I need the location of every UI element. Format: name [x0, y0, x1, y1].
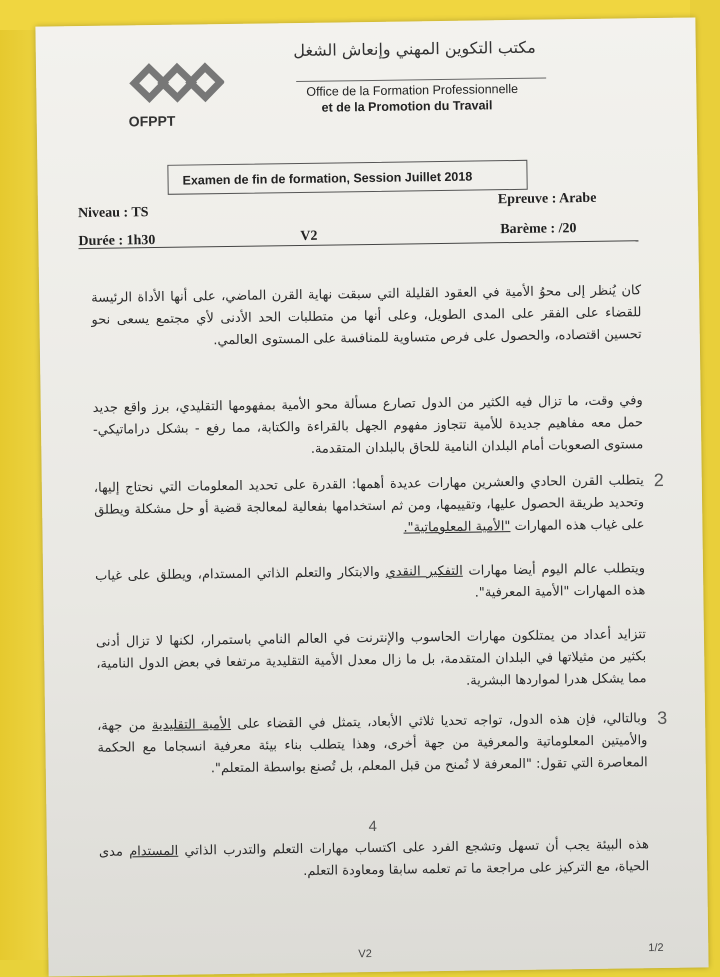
org-name-fr-line2: et de la Promotion du Travail: [321, 98, 493, 115]
footer-page-number: 1/2: [648, 941, 664, 955]
paragraph-3: [94, 470, 645, 544]
paragraph-6: [97, 708, 648, 782]
paragraph-2: وفي وقت، ما تزال فيه الكثير من الدول تصارع مسألة محو الأمية بمفهومها التقليدي، برز واقع جديد حمل معه مفاهيم جديدة للأمية تتجاوز مفهوم الجهل بالقراءة والكتابة، مما رفع - بشكل دراماتيكي- مستوى الصعوبات أمام البلدان النامية للحاق بالبلدان المتقدمة.: [92, 393, 644, 457]
paragraph-4-underlined: التفكير النقدي: [385, 563, 463, 580]
paragraph-6-text-a: وبالتالي، فإن هذه الدول، تواجه تحديا ثلاثي الأبعاد، يتمثل في القضاء على: [230, 711, 648, 732]
paragraph-7: [99, 834, 650, 886]
paragraph-6-underlined: الأمية التقليدية: [151, 716, 232, 734]
paragraph-4: [95, 558, 646, 610]
paragraph-4-text-a: ويتطلب عالم اليوم أيضا مهارات: [462, 561, 646, 579]
paragraph-6-text-b: من جهة، والأميتين المعلوماتية والمعرفية من جهة أخرى، وهذا يتطلب بناء بيئة معرفية انسجاما مع الحكمة المعاصرة التي تقول: "المعرفة لا تُمنح من قبل المعلم، بل تُصنع بواسطة المتعلم".: [97, 718, 648, 777]
niveau-label: Niveau : TS: [77, 205, 149, 222]
epreuve-label: Epreuve : Arabe: [497, 190, 597, 208]
paragraph-3-text: يتطلب القرن الحادي والعشرين مهارات عديدة أهمها: القدرة على تحديد المعلومات التي نحتاج إليها، وتحديد طريقة الحصول عليها، وتقييمها، ومن ثم استخدامها بفعالية لمعالجة قضية أو حل مشكلة ويطلق على غياب هذه المهارات: [93, 473, 645, 535]
paragraph-3-underlined: "الأمية المعلوماتية".: [403, 519, 511, 536]
exam-title: Examen de fin de formation, Session Juillet 2018: [182, 169, 473, 188]
org-name-fr-line1: Office de la Formation Professionnelle: [306, 81, 519, 99]
paragraph-7-text-a: هذه البيئة يجب أن تسهل وتشجع الفرد على اكتساب مهارات التعلم والتدرب الذاتي: [178, 837, 649, 859]
paragraph-1: كان يُنظر إلى محوُ الأمية في العقود القليلة التي سبقت نهاية القرن الماضي، على أنها الأداة الرئيسة للقضاء على الفقر على المدى الطويل، وعلى أنها من متطلبات الحد الأدنى لأي مجتمع يسعى نحو تحسين اقتصاده، والحصول على فرص متساوية للمنافسة على المستوى العالمي.: [91, 283, 642, 349]
logo-text: OFPPT: [128, 112, 176, 130]
exam-sheet: [35, 17, 708, 976]
duree-label: Durée : 1h30: [78, 232, 156, 250]
footer-version: V2: [358, 948, 372, 961]
paragraph-5: تتزايد أعداد من يمتلكون مهارات الحاسوب والإنترنت في العالم النامي باستمرار، لكنها لا تزال أدنى بكثير من مثيلاتها في البلدان المتقدمة، بل ما زال معدل الأمية التقليدية مرتفعا في بعض الدول النامية، مما يشكل هدرا لمواردها البشرية.: [95, 627, 647, 689]
org-name-arabic: مكتب التكوين المهني وإنعاش الشغل: [293, 37, 536, 61]
bareme-label: Barème : /20: [500, 221, 577, 238]
meta-rule: [78, 240, 638, 249]
paragraph-7-underlined: المستدام: [129, 843, 179, 860]
version-label: V2: [300, 228, 318, 244]
margin-number-3: 3: [656, 707, 668, 729]
margin-number-4: 4: [368, 817, 378, 836]
paragraph-7-text-b: مدى الحياة، مع التركيز على مراجعة ما تم تعلمه سابقا ومعاودة التعلم.: [98, 844, 650, 879]
exam-title-box: [167, 160, 527, 195]
margin-number-2: 2: [653, 469, 664, 491]
paragraph-4-text-b: والابتكار والتعلم الذاتي المستدام، ويطلق على غياب هذه المهارات "الأمية المعرفية".: [94, 564, 646, 601]
